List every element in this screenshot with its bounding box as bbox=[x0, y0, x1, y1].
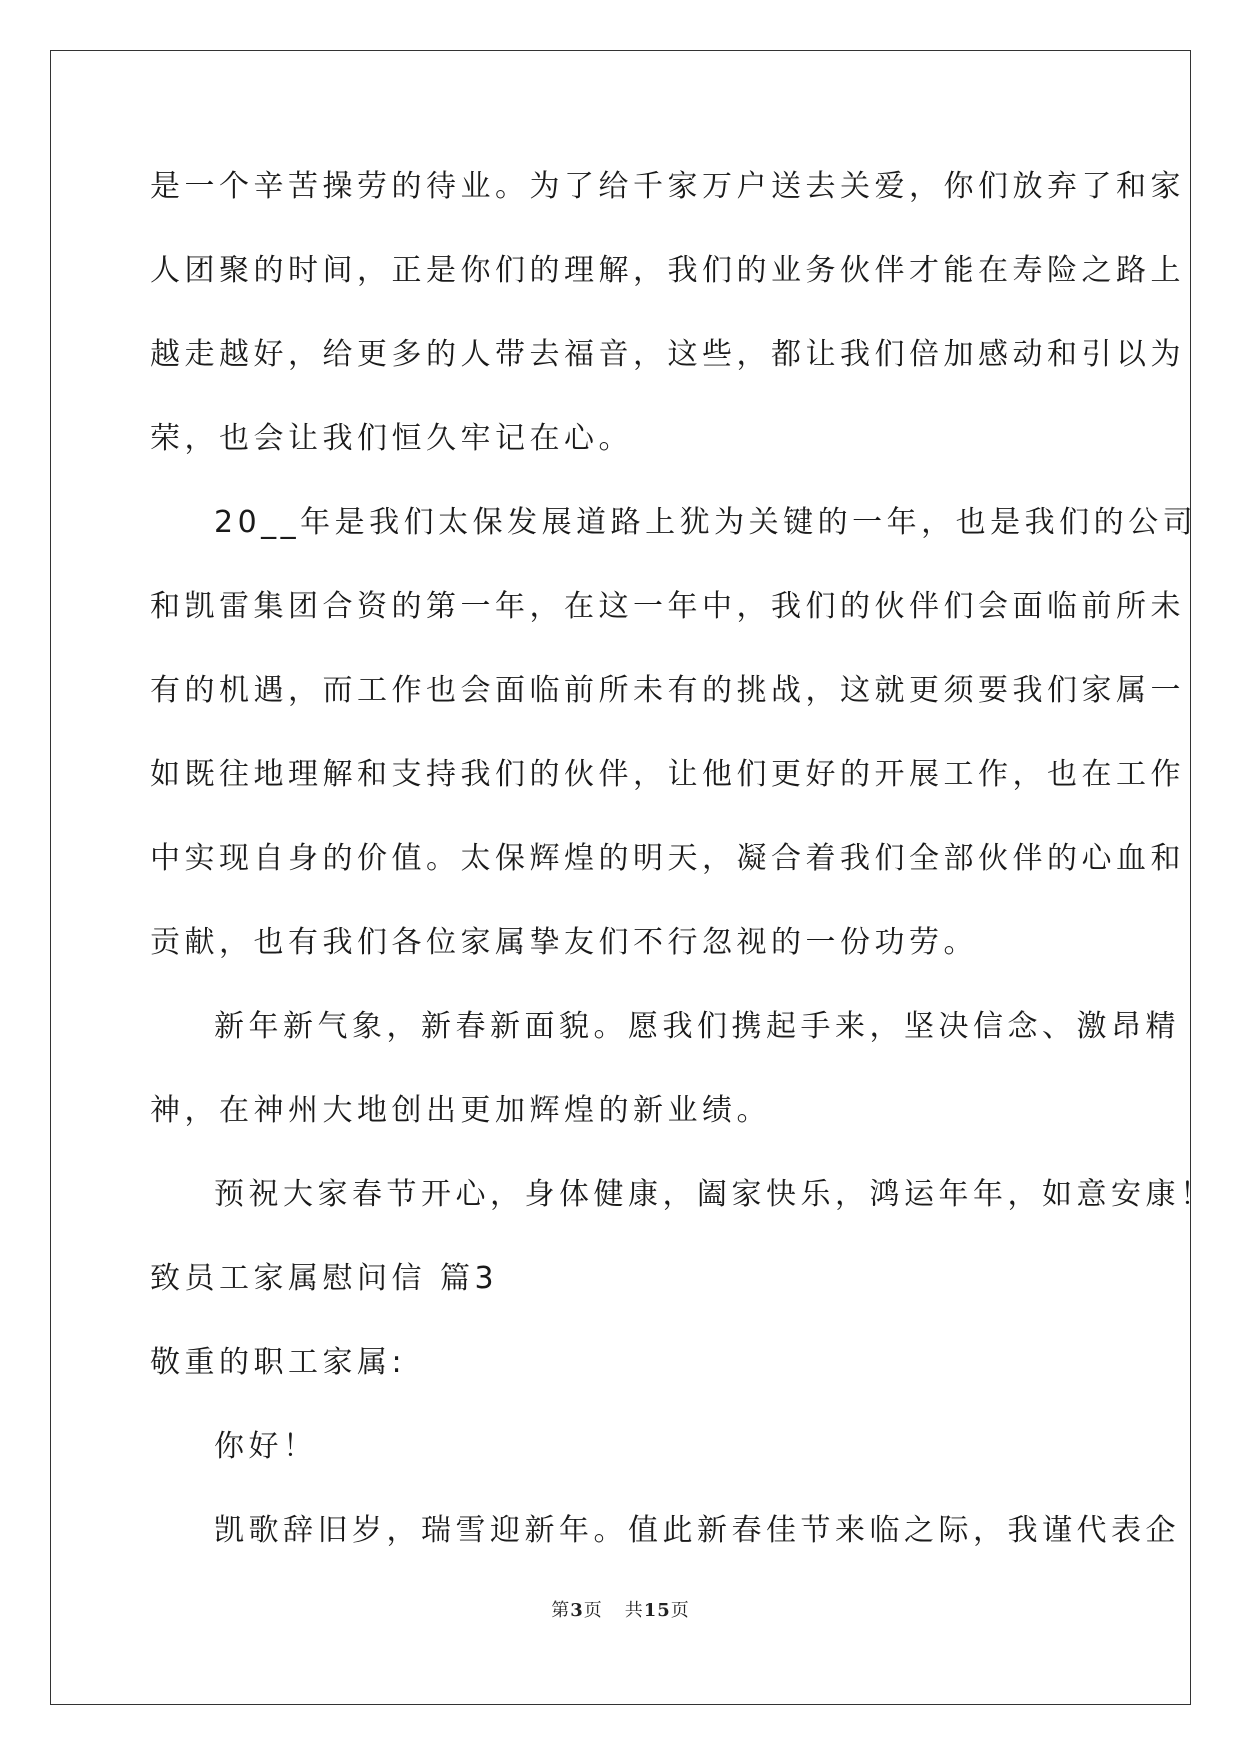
paragraph-line: 越走越好，给更多的人带去福音，这些，都让我们倍加感动和引以为 bbox=[150, 337, 1185, 372]
page-footer bbox=[0, 1596, 1241, 1622]
page-suffix: 页 bbox=[583, 1600, 603, 1621]
total-prefix: 共 bbox=[624, 1600, 644, 1621]
page-total: 15 bbox=[643, 1600, 671, 1621]
greeting: 你好！ bbox=[214, 1429, 318, 1464]
paragraph-line: 凯歌辞旧岁，瑞雪迎新年。值此新春佳节来临之际，我谨代表企 bbox=[214, 1513, 1180, 1548]
page-current: 3 bbox=[570, 1600, 584, 1621]
paragraph-line: 人团聚的时间，正是你们的理解，我们的业务伙伴才能在寿险之路上 bbox=[150, 253, 1185, 288]
paragraph-line: 是一个辛苦操劳的待业。为了给千家万户送去关爱，你们放弃了和家 bbox=[150, 169, 1185, 204]
total-suffix: 页 bbox=[670, 1600, 690, 1621]
section-heading: 致员工家属慰问信 篇3 bbox=[150, 1261, 499, 1296]
paragraph-line: 和凯雷集团合资的第一年，在这一年中，我们的伙伴们会面临前所未 bbox=[150, 589, 1185, 624]
paragraph-line: 有的机遇，而工作也会面临前所未有的挑战，这就更须要我们家属一 bbox=[150, 673, 1185, 708]
paragraph-line: 20__年是我们太保发展道路上犹为关键的一年，也是我们的公司 bbox=[214, 505, 1198, 540]
paragraph-line: 神，在神州大地创出更加辉煌的新业绩。 bbox=[150, 1093, 771, 1128]
paragraph-line: 新年新气象，新春新面貌。愿我们携起手来，坚决信念、激昂精 bbox=[214, 1009, 1180, 1044]
salutation: 敬重的职工家属: bbox=[150, 1345, 407, 1380]
paragraph-line: 中实现自身的价值。太保辉煌的明天，凝合着我们全部伙伴的心血和 bbox=[150, 841, 1185, 876]
paragraph-line: 如既往地理解和支持我们的伙伴，让他们更好的开展工作，也在工作 bbox=[150, 757, 1185, 792]
paragraph-line: 贡献，也有我们各位家属挚友们不行忽视的一份功劳。 bbox=[150, 925, 978, 960]
paragraph-line: 荣，也会让我们恒久牢记在心。 bbox=[150, 421, 633, 456]
page-prefix: 第 bbox=[551, 1600, 571, 1621]
paragraph-line: 预祝大家春节开心，身体健康，阖家快乐，鸿运年年，如意安康！ bbox=[214, 1177, 1215, 1212]
document-body bbox=[150, 160, 1215, 1588]
